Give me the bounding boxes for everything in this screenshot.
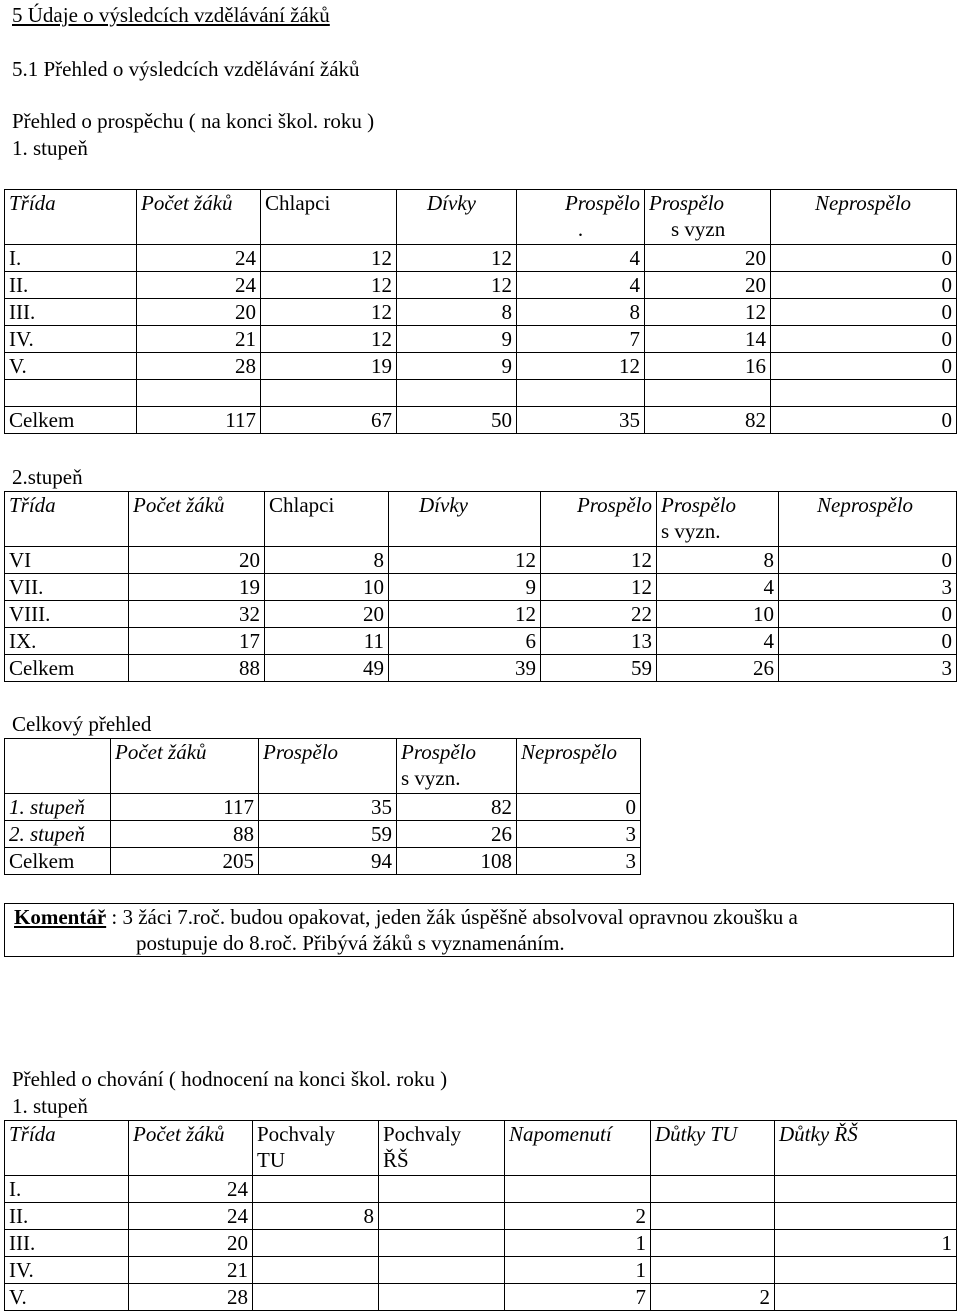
cell: Celkem (5, 848, 111, 875)
cell: 4 (517, 272, 645, 299)
cell (651, 1257, 775, 1284)
cell: 1 (505, 1257, 651, 1284)
cell: III. (5, 299, 137, 326)
header-cell: Počet žáků (111, 739, 259, 794)
table-row (5, 326, 957, 353)
cell: 24 (137, 245, 261, 272)
cell: 94 (259, 848, 397, 875)
cell: IX. (5, 628, 129, 655)
header-main: Prospělo (401, 740, 477, 764)
cell: 8 (397, 299, 517, 326)
cell (253, 1176, 379, 1203)
cell: 108 (397, 848, 517, 875)
cell (505, 1176, 651, 1203)
cell: 4 (517, 245, 645, 272)
table-row (5, 601, 957, 628)
cell: 7 (517, 326, 645, 353)
cell: 21 (137, 326, 261, 353)
cell: 0 (771, 245, 957, 272)
table-row (5, 245, 957, 272)
cell (379, 1176, 505, 1203)
header-cell: Třída (5, 492, 129, 547)
comment-line-2: postupuje do 8.roč. Přibývá žáků s vyznamenáním. (136, 931, 565, 955)
cell: 4 (657, 574, 779, 601)
cell: 2. stupeň (5, 821, 111, 848)
cell: 12 (541, 547, 657, 574)
table-row (5, 547, 957, 574)
cell: Celkem (5, 655, 129, 682)
cell: 12 (541, 574, 657, 601)
cell (379, 1284, 505, 1311)
cell: 0 (771, 353, 957, 380)
cell: 12 (397, 272, 517, 299)
header-sub: s vyzn (671, 217, 726, 241)
cell: 26 (397, 821, 517, 848)
cell: 11 (265, 628, 389, 655)
cell: II. (5, 1203, 129, 1230)
cell: VII. (5, 574, 129, 601)
header-cell: Napomenutí (505, 1121, 651, 1176)
cell: 28 (137, 353, 261, 380)
cell: 8 (657, 547, 779, 574)
cell: 9 (389, 574, 541, 601)
behavior-table (4, 1120, 957, 1311)
cell (775, 1284, 957, 1311)
cell: 24 (129, 1203, 253, 1230)
table-header-row (5, 739, 641, 794)
header-cell: Důtky TU (651, 1121, 775, 1176)
cell: 9 (397, 326, 517, 353)
cell: 12 (261, 272, 397, 299)
cell: 3 (779, 574, 957, 601)
cell (775, 1176, 957, 1203)
cell: 50 (397, 407, 517, 434)
cell (397, 380, 517, 407)
cell: 7 (505, 1284, 651, 1311)
table-row (5, 628, 957, 655)
cell: IV. (5, 326, 137, 353)
cell: 12 (261, 245, 397, 272)
cell: 20 (645, 245, 771, 272)
cell: 8 (517, 299, 645, 326)
cell: 20 (265, 601, 389, 628)
cell (253, 1257, 379, 1284)
table-row (5, 353, 957, 380)
cell: 0 (779, 601, 957, 628)
header-cell (397, 739, 517, 794)
cell: 22 (541, 601, 657, 628)
table-row (5, 1284, 957, 1311)
table-row (5, 574, 957, 601)
cell (379, 1203, 505, 1230)
header-cell: Neprospělo (517, 739, 641, 794)
cell: 6 (389, 628, 541, 655)
cell: 2 (651, 1284, 775, 1311)
cell: VI (5, 547, 129, 574)
cell: 12 (397, 245, 517, 272)
cell: 0 (771, 326, 957, 353)
cell: 16 (645, 353, 771, 380)
cell: V. (5, 353, 137, 380)
cell: 82 (397, 794, 517, 821)
comment-line-1 (14, 904, 798, 930)
header-main: Prospělo (564, 191, 640, 215)
cell: 3 (779, 655, 957, 682)
cell: 12 (517, 353, 645, 380)
header-cell: Neprospělo (771, 190, 957, 245)
cell (651, 1230, 775, 1257)
cell: 26 (657, 655, 779, 682)
behavior-title: Přehled o chování ( hodnocení na konci škol. roku ) (12, 1067, 448, 1091)
cell: 10 (265, 574, 389, 601)
table-total-row (5, 407, 957, 434)
cell (517, 380, 645, 407)
cell (775, 1203, 957, 1230)
cell: 24 (137, 272, 261, 299)
cell: 82 (645, 407, 771, 434)
header-cell (645, 190, 771, 245)
behavior-stage-label: 1. stupeň (12, 1094, 88, 1118)
header-cell: Neprospělo (779, 492, 957, 547)
table-row (5, 821, 641, 848)
header-sub: s vyzn. (661, 519, 721, 543)
cell (253, 1284, 379, 1311)
cell: 0 (771, 299, 957, 326)
cell: 21 (129, 1257, 253, 1284)
cell: 88 (111, 821, 259, 848)
cell: 0 (771, 407, 957, 434)
header-cell (657, 492, 779, 547)
cell (771, 380, 957, 407)
cell: 117 (137, 407, 261, 434)
cell: 19 (261, 353, 397, 380)
header-cell (517, 190, 645, 245)
comment-text: : 3 žáci 7.roč. budou opakovat, jeden žák úspěšně absolvoval opravnou zkoušku a (106, 905, 798, 929)
cell: 2 (505, 1203, 651, 1230)
header-cell: Dívky (397, 190, 517, 245)
header-cell: Prospělo (541, 492, 657, 547)
cell: I. (5, 1176, 129, 1203)
cell (253, 1230, 379, 1257)
cell: 10 (657, 601, 779, 628)
cell: 67 (261, 407, 397, 434)
header-sub: . (577, 217, 584, 241)
table-row (5, 1230, 957, 1257)
table-row (5, 1176, 957, 1203)
cell: 4 (657, 628, 779, 655)
header-cell: Třída (5, 1121, 129, 1176)
cell: 1. stupeň (5, 794, 111, 821)
cell: 3 (517, 821, 641, 848)
header-cell: Dívky (389, 492, 541, 547)
cell: VIII. (5, 601, 129, 628)
cell: 39 (389, 655, 541, 682)
cell: 205 (111, 848, 259, 875)
cell (651, 1176, 775, 1203)
cell: II. (5, 272, 137, 299)
cell (5, 380, 137, 407)
cell: 0 (779, 628, 957, 655)
cell: 1 (505, 1230, 651, 1257)
cell: 20 (137, 299, 261, 326)
section-heading: 5 Údaje o výsledcích vzdělávání žáků (12, 3, 330, 27)
subsection-heading: 5.1 Přehled o výsledcích vzdělávání žáků (12, 57, 360, 81)
header-cell: Prospělo (259, 739, 397, 794)
cell: 59 (259, 821, 397, 848)
cell: III. (5, 1230, 129, 1257)
cell: 1 (775, 1230, 957, 1257)
table-total-row (5, 655, 957, 682)
cell: 20 (129, 1230, 253, 1257)
comment-box (4, 903, 954, 957)
cell: 88 (129, 655, 265, 682)
cell: 35 (517, 407, 645, 434)
cell: 49 (265, 655, 389, 682)
cell (651, 1203, 775, 1230)
table-row (5, 272, 957, 299)
cell: 12 (645, 299, 771, 326)
header-sub: s vyzn. (401, 766, 461, 790)
header-sub: TU (257, 1148, 285, 1172)
cell: 0 (771, 272, 957, 299)
header-sub: ŘŠ (383, 1148, 409, 1172)
progress-table-stage2 (4, 491, 957, 682)
cell (775, 1257, 957, 1284)
cell: 3 (517, 848, 641, 875)
cell (379, 1257, 505, 1284)
table-row (5, 1257, 957, 1284)
header-cell (253, 1121, 379, 1176)
header-cell: Počet žáků (129, 492, 265, 547)
cell: 12 (261, 299, 397, 326)
cell (137, 380, 261, 407)
header-cell (379, 1121, 505, 1176)
cell: 8 (253, 1203, 379, 1230)
table-header-row (5, 1121, 957, 1176)
cell: 28 (129, 1284, 253, 1311)
header-cell: Třída (5, 190, 137, 245)
cell: 12 (261, 326, 397, 353)
table-header-row (5, 492, 957, 547)
stage1-label: 1. stupeň (12, 136, 88, 160)
cell: 117 (111, 794, 259, 821)
table-empty-row (5, 380, 957, 407)
cell: 32 (129, 601, 265, 628)
cell (645, 380, 771, 407)
cell: 24 (129, 1176, 253, 1203)
progress-table-stage1 (4, 189, 957, 434)
header-cell: Chlapci (261, 190, 397, 245)
header-main: Prospělo (661, 493, 737, 517)
cell (379, 1230, 505, 1257)
cell: 8 (265, 547, 389, 574)
table-total-row (5, 848, 641, 875)
cell: 19 (129, 574, 265, 601)
table-row (5, 794, 641, 821)
cell: Celkem (5, 407, 137, 434)
cell: 0 (779, 547, 957, 574)
header-cell: Počet žáků (129, 1121, 253, 1176)
cell: 12 (389, 601, 541, 628)
cell: 20 (129, 547, 265, 574)
cell: I. (5, 245, 137, 272)
cell: 9 (397, 353, 517, 380)
stage2-label: 2.stupeň (12, 465, 83, 489)
progress-title: Přehled o prospěchu ( na konci škol. roku ) (12, 109, 375, 133)
header-main: Pochvaly (257, 1122, 336, 1146)
header-cell: Důtky ŘŠ (775, 1121, 957, 1176)
table-header-row (5, 190, 957, 245)
cell: 35 (259, 794, 397, 821)
cell: 17 (129, 628, 265, 655)
table-row (5, 1203, 957, 1230)
cell: 12 (389, 547, 541, 574)
header-cell (5, 739, 111, 794)
cell: 13 (541, 628, 657, 655)
header-main: Pochvaly (383, 1122, 462, 1146)
overview-table (4, 738, 641, 875)
table-row (5, 299, 957, 326)
header-main: Prospělo (649, 191, 725, 215)
header-cell: Počet žáků (137, 190, 261, 245)
comment-label: Komentář (14, 905, 107, 929)
cell: 14 (645, 326, 771, 353)
cell: V. (5, 1284, 129, 1311)
cell: 59 (541, 655, 657, 682)
header-cell: Chlapci (265, 492, 389, 547)
cell: IV. (5, 1257, 129, 1284)
cell: 20 (645, 272, 771, 299)
overview-label: Celkový přehled (12, 712, 152, 736)
cell (261, 380, 397, 407)
cell: 0 (517, 794, 641, 821)
